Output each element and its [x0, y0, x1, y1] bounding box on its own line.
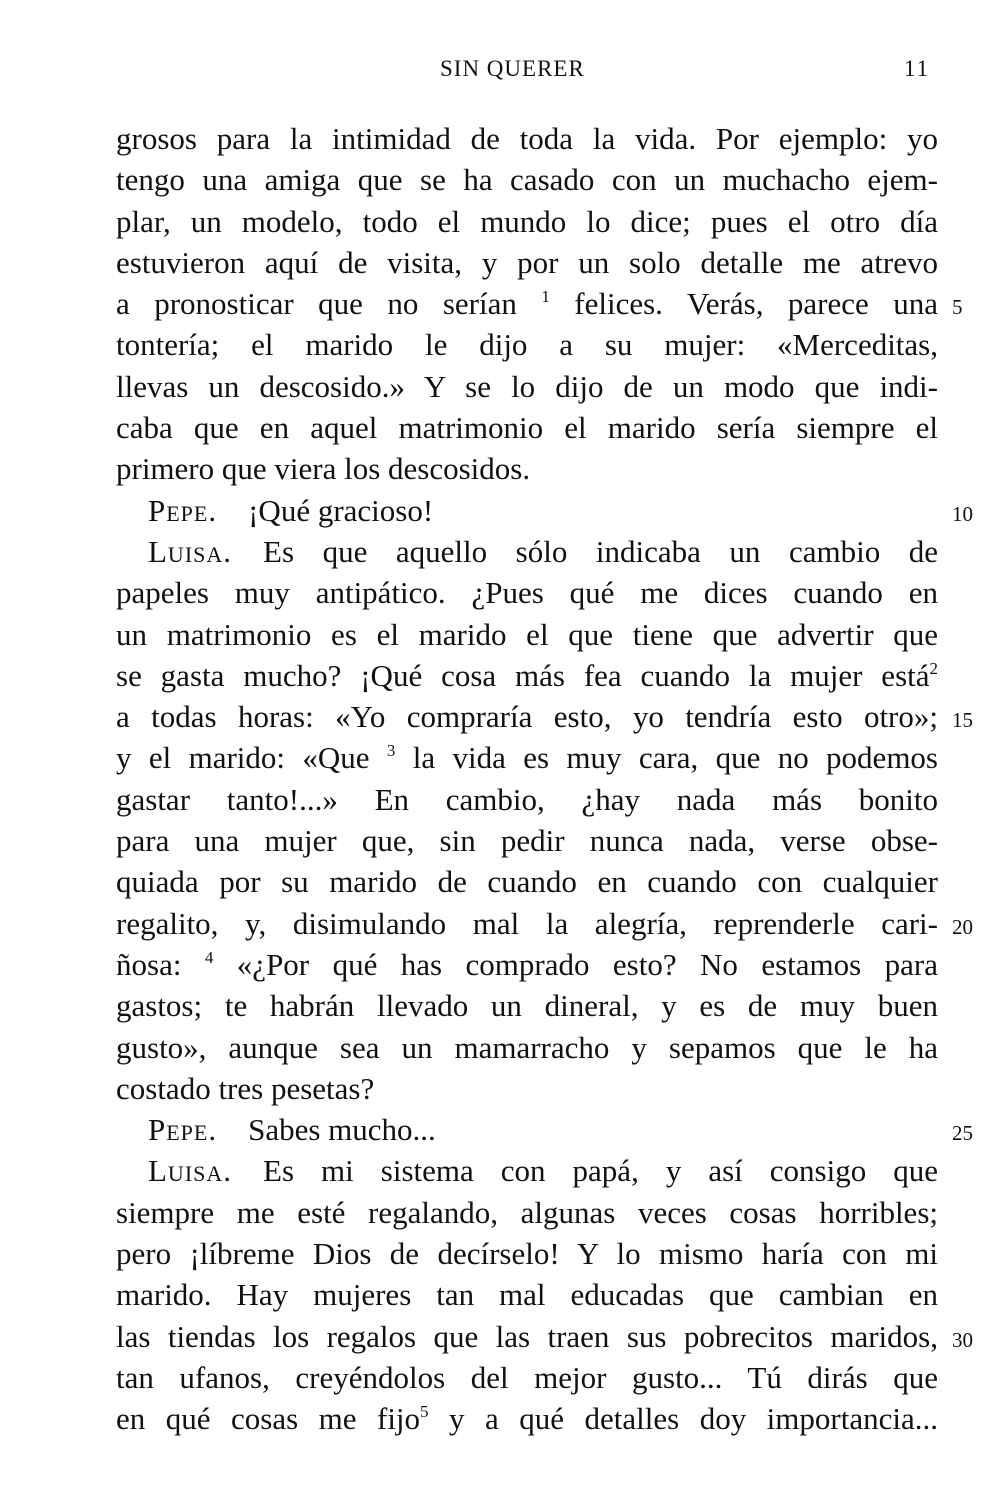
line-content: costado tres pesetas? — [116, 1070, 375, 1106]
line-text — [116, 159, 938, 200]
line-text — [148, 1109, 938, 1150]
text-line — [0, 1233, 1000, 1274]
line-number: 5 — [952, 295, 963, 320]
speaker-name: Pepe. — [148, 492, 218, 528]
line-text — [116, 407, 938, 448]
line-content: para una mujer que, sin pedir nunca nada, verse obse- — [116, 823, 938, 859]
line-content: gastos; te habrán llevado un dineral, y es de muy buen — [116, 988, 938, 1024]
text-line — [0, 448, 1000, 489]
text-line — [0, 861, 1000, 902]
line-content: se gasta mucho? ¡Qué cosa más fea cuando la mujer está — [116, 657, 930, 693]
text-line — [0, 366, 1000, 407]
line-text — [116, 1027, 938, 1068]
line-content: Sabes mucho... — [248, 1112, 436, 1148]
text-line — [0, 1109, 1000, 1150]
line-content: regalito, y, disimulando mal la alegría, reprenderle cari- — [116, 905, 938, 941]
text-line — [0, 737, 1000, 778]
line-text — [148, 531, 938, 572]
line-text — [116, 1233, 938, 1274]
line-content: pero ¡líbreme Dios de decírselo! Y lo mismo haría con mi — [116, 1236, 938, 1272]
text-line — [0, 1398, 1000, 1439]
line-text — [116, 655, 938, 696]
line-content: siempre me esté regalando, algunas veces cosas horribles; — [116, 1194, 938, 1230]
text-line — [0, 118, 1000, 159]
text-line — [0, 820, 1000, 861]
footnote-marker: 2 — [929, 658, 938, 678]
line-text — [116, 1274, 938, 1315]
footnote-marker: 5 — [420, 1402, 429, 1422]
line-content: a pronosticar que no serían — [116, 286, 542, 322]
line-content: quiada por su marido de cuando en cuando con cualquier — [116, 864, 938, 900]
line-content: un matrimonio es el marido el que tiene que advertir que — [116, 616, 938, 652]
line-number: 15 — [952, 708, 973, 733]
line-text — [116, 283, 938, 324]
line-content: Es mi sistema con papá, y así consigo que — [263, 1153, 938, 1189]
footnote-marker: 4 — [204, 947, 214, 967]
line-text — [116, 118, 938, 159]
line-content: la vida es muy cara, que no podemos — [395, 740, 938, 776]
line-text — [116, 366, 938, 407]
text-line — [0, 407, 1000, 448]
line-content: en qué cosas me fijo — [116, 1401, 421, 1437]
line-text — [116, 242, 938, 283]
speaker-name: Luisa. — [148, 1153, 233, 1189]
line-text — [116, 903, 938, 944]
line-content: gusto», aunque sea un mamarracho y sepamos que le ha — [116, 1029, 938, 1065]
line-content: ¡Qué gracioso! — [248, 492, 434, 528]
text-line — [0, 903, 1000, 944]
line-number: 30 — [952, 1327, 973, 1352]
text-line — [0, 283, 1000, 324]
line-content: y a qué detalles doy importancia... — [428, 1401, 938, 1437]
text-line — [0, 1027, 1000, 1068]
line-content: primero que viera los descosidos. — [116, 451, 531, 487]
line-content: y el marido: «Que — [116, 740, 387, 776]
page-number: 11 — [904, 56, 931, 81]
line-content: a todas horas: «Yo compraría esto, yo tendría esto otro»; — [116, 699, 938, 735]
line-content: llevas un descosido.» Y se lo dijo de un modo que indi- — [116, 368, 938, 404]
line-content: Es que aquello sólo indicaba un cambio de — [263, 533, 938, 569]
line-text — [116, 696, 938, 737]
text-line — [0, 242, 1000, 283]
line-content: tan ufanos, creyéndolos del mejor gusto... Tú dirás que — [116, 1359, 938, 1395]
text-line — [0, 201, 1000, 242]
text-line — [0, 1150, 1000, 1191]
line-text — [148, 1150, 938, 1191]
footnote-marker: 3 — [386, 741, 396, 761]
line-content: felices. Verás, parece una — [549, 286, 938, 322]
text-block — [0, 118, 1000, 1440]
line-text — [116, 324, 938, 365]
text-line — [0, 159, 1000, 200]
line-content: ñosa: — [116, 946, 205, 982]
line-content: tontería; el marido le dijo a su mujer: «Merceditas, — [116, 327, 938, 363]
text-line — [0, 531, 1000, 572]
text-line — [0, 1316, 1000, 1357]
line-text — [116, 1398, 938, 1439]
text-line — [0, 572, 1000, 613]
line-content: marido. Hay mujeres tan mal educadas que cambian en — [116, 1277, 938, 1313]
line-text — [116, 614, 938, 655]
text-line — [0, 985, 1000, 1026]
text-line — [0, 655, 1000, 696]
line-text — [116, 1068, 938, 1109]
line-text — [116, 1316, 938, 1357]
line-content: las tiendas los regalos que las traen sus pobrecitos maridos, — [116, 1318, 938, 1354]
line-text — [148, 490, 938, 531]
line-text — [116, 201, 938, 242]
text-line — [0, 1068, 1000, 1109]
text-line — [0, 1192, 1000, 1233]
line-number: 10 — [952, 501, 973, 526]
speaker-name: Luisa. — [148, 533, 233, 569]
line-content: plar, un modelo, todo el mundo lo dice; pues el otro día — [116, 203, 938, 239]
line-text — [116, 820, 938, 861]
speaker-name: Pepe. — [148, 1112, 218, 1148]
line-number: 25 — [952, 1121, 973, 1146]
footnote-marker: 1 — [541, 287, 550, 307]
text-line — [0, 1357, 1000, 1398]
text-line — [0, 324, 1000, 365]
text-line — [0, 614, 1000, 655]
line-text — [116, 737, 938, 778]
line-text — [116, 572, 938, 613]
text-line — [0, 490, 1000, 531]
line-content: gastar tanto!...» En cambio, ¿hay nada más bonito — [116, 781, 938, 817]
text-line — [0, 696, 1000, 737]
line-text — [116, 1192, 938, 1233]
line-number: 20 — [952, 914, 973, 939]
line-content: estuvieron aquí de visita, y por un solo detalle me atrevo — [116, 244, 938, 280]
line-content: papeles muy antipático. ¿Pues qué me dices cuando en — [116, 575, 938, 611]
running-title: SIN QUERER — [440, 56, 585, 81]
text-line — [0, 944, 1000, 985]
line-text — [116, 779, 938, 820]
text-line — [0, 779, 1000, 820]
line-content: tengo una amiga que se ha casado con un muchacho ejem- — [116, 162, 938, 198]
line-text — [116, 861, 938, 902]
line-text — [116, 944, 938, 985]
line-content: caba que en aquel matrimonio el marido sería siempre el — [116, 410, 938, 446]
line-text — [116, 985, 938, 1026]
running-head — [0, 56, 1000, 96]
line-text — [116, 1357, 938, 1398]
line-text — [116, 448, 938, 489]
line-content: «¿Por qué has comprado esto? No estamos para — [213, 946, 938, 982]
line-content: grosos para la intimidad de toda la vida. Por ejemplo: yo — [116, 121, 938, 156]
text-line — [0, 1274, 1000, 1315]
